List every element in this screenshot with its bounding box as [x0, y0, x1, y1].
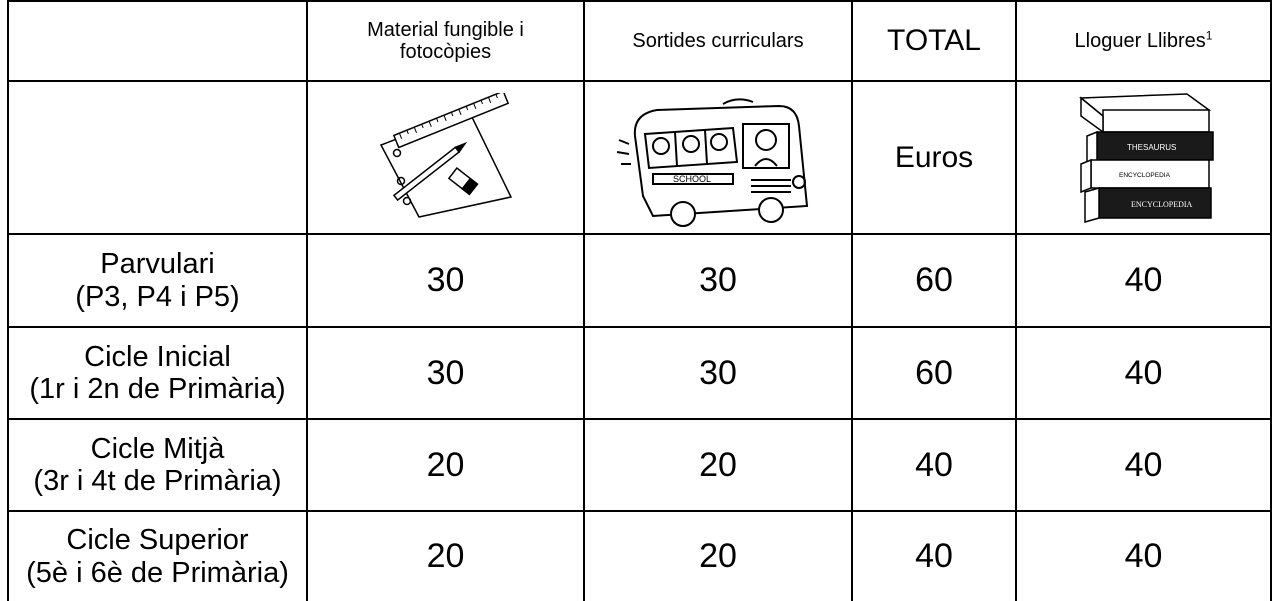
header-lloguer-text: Lloguer Llibres	[1074, 29, 1206, 52]
footnote-marker: 1	[1205, 28, 1213, 43]
school-bus-icon	[613, 88, 823, 228]
row-label	[9, 512, 306, 601]
units-cell	[853, 82, 1015, 233]
header-material-line2: fotocòpies	[399, 41, 492, 63]
row-sub: (1r i 2n de Primària)	[29, 373, 286, 405]
cell-total: 60	[915, 353, 953, 392]
cell-sortides: 20	[699, 537, 737, 576]
illustration-sortides	[585, 82, 851, 233]
row-name: Parvulari	[100, 248, 215, 281]
header-total	[853, 2, 1015, 80]
cell-sortides: 30	[699, 261, 737, 300]
header-lloguer-label	[1075, 30, 1213, 52]
cell-material: 30	[426, 261, 465, 300]
row-sub: (3r i 4t de Primària)	[33, 465, 282, 497]
cell-material: 20	[426, 445, 465, 484]
cell-lloguer: 40	[1124, 445, 1163, 484]
header-lloguer	[1017, 2, 1270, 80]
header-material	[308, 2, 583, 80]
row-label	[9, 328, 306, 418]
row-label	[9, 420, 306, 510]
row-sub: (5è i 6è de Primària)	[26, 556, 289, 589]
cell-total: 40	[915, 445, 953, 484]
units-label: Euros	[894, 140, 974, 174]
cell-material: 20	[426, 537, 465, 576]
books-stack-icon	[1069, 88, 1219, 228]
header-sortides-label: Sortides curriculars	[632, 29, 804, 52]
book-spine-1: THESAURUS	[1126, 142, 1176, 152]
cell-total: 40	[915, 537, 953, 576]
cell-lloguer: 40	[1124, 353, 1163, 392]
cell-lloguer: 40	[1124, 537, 1163, 576]
header-material-line1: Material fungible i	[367, 18, 524, 41]
cell-lloguer: 40	[1124, 261, 1163, 300]
cell-total: 60	[915, 261, 953, 300]
illustration-material	[308, 82, 583, 233]
table-border-right	[1270, 0, 1272, 601]
row-name: Cicle Inicial	[84, 340, 231, 373]
illustration-lloguer	[1017, 82, 1270, 233]
cell-sortides: 20	[699, 445, 737, 484]
row-label	[9, 235, 306, 326]
header-total-label: TOTAL	[887, 24, 981, 58]
row-sub: (P3, P4 i P5)	[75, 280, 240, 313]
bus-sign: SCHOOL	[673, 173, 712, 184]
cell-sortides: 30	[699, 353, 737, 392]
header-sortides	[585, 2, 851, 80]
book-spine-2: ENCYCLOPEDIA	[1118, 171, 1170, 179]
cell-material: 30	[426, 353, 465, 392]
stationery-icon	[371, 93, 521, 223]
row-name: Cicle Mitjà	[90, 432, 225, 465]
book-spine-3: ENCYCLOPEDIA	[1130, 199, 1192, 209]
row-name: Cicle Superior	[66, 524, 249, 557]
